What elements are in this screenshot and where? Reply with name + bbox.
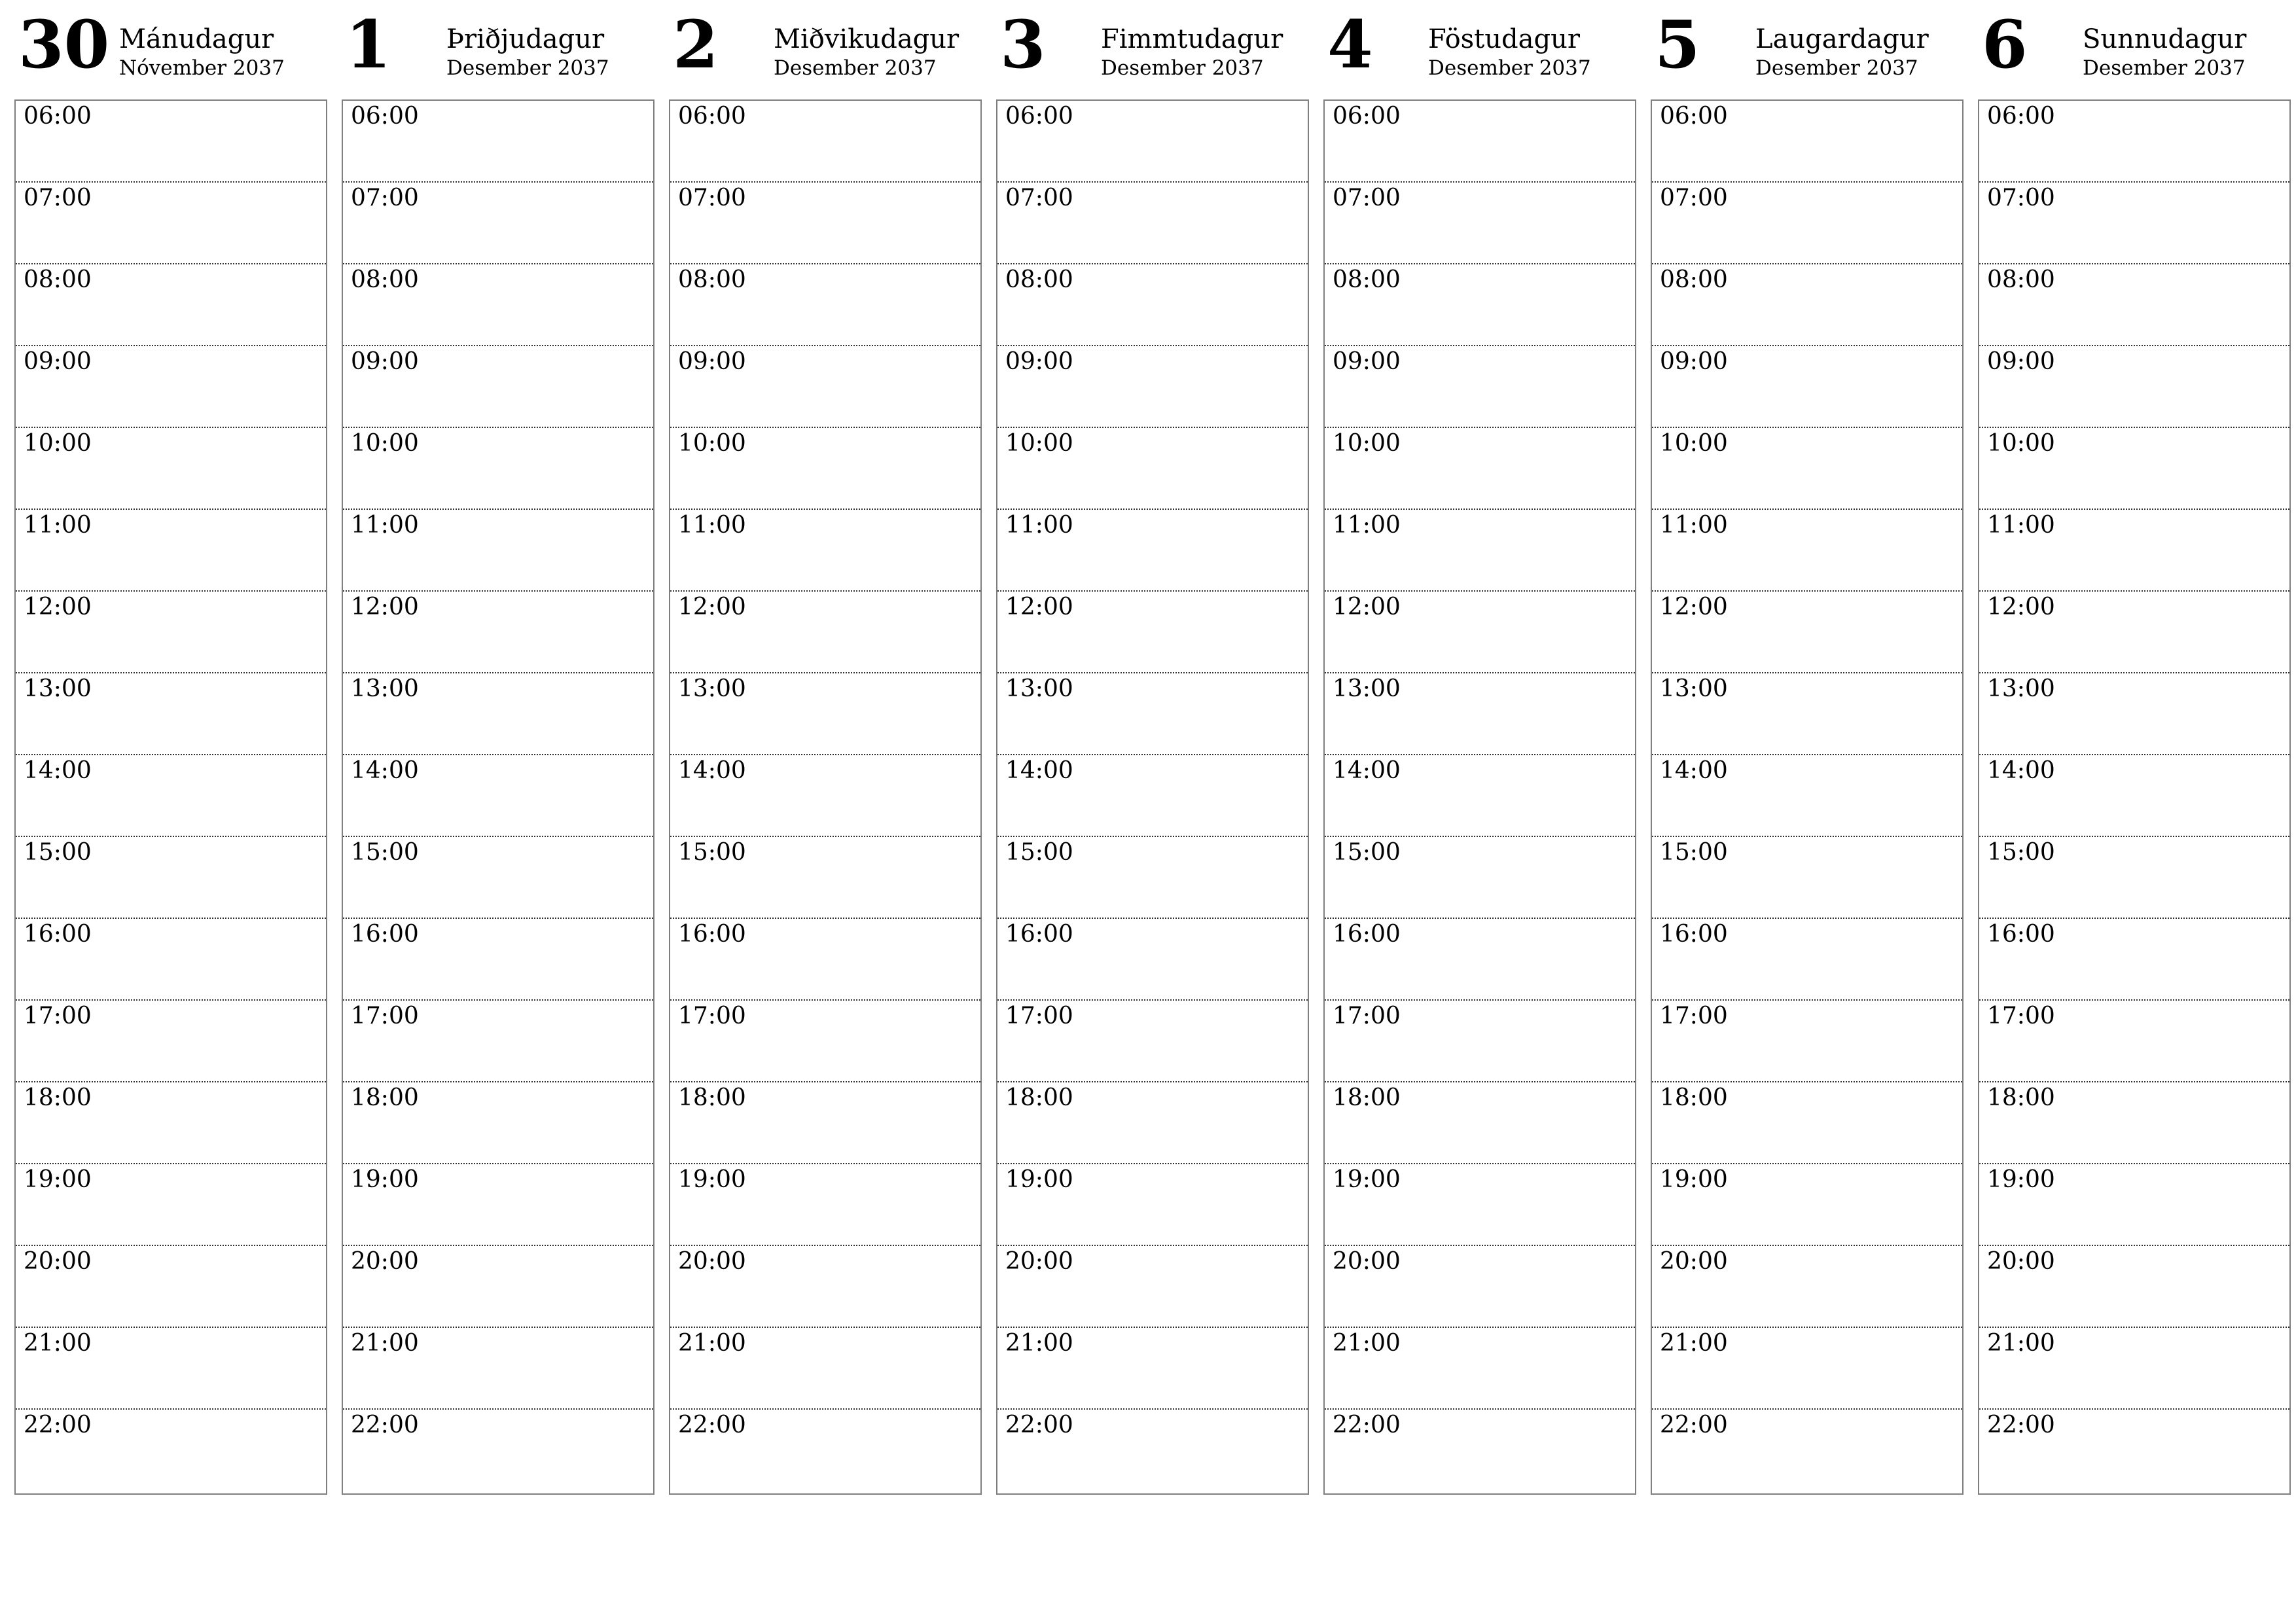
day-column [1978,0,2291,1505]
time-slot[interactable] [1652,919,1962,1001]
day-label [1101,24,1283,81]
time-label: 11:00 [1660,512,1728,539]
month-year: Desember 2037 [1101,56,1264,80]
time-label: 19:00 [1005,1166,1073,1193]
time-slot[interactable] [343,1164,653,1246]
time-slot[interactable] [1979,837,2289,919]
time-label: 13:00 [1005,675,1073,702]
time-slot[interactable] [997,101,1308,183]
time-label: 22:00 [24,1412,92,1438]
time-slot[interactable] [1652,1410,1962,1491]
time-label: 21:00 [1333,1330,1401,1357]
time-slot[interactable] [1979,510,2289,592]
time-label: 06:00 [351,103,419,130]
time-slot[interactable] [1979,183,2289,264]
time-label: 10:00 [1987,430,2055,457]
time-label: 11:00 [678,512,746,539]
time-slot[interactable] [1325,101,1635,183]
time-label: 12:00 [678,594,746,620]
day-header [1651,0,1964,99]
time-slot[interactable] [1325,346,1635,428]
time-label: 15:00 [351,839,419,866]
time-label: 10:00 [1005,430,1073,457]
time-label: 15:00 [678,839,746,866]
time-slot[interactable] [670,1164,980,1246]
day-label [1755,24,1929,81]
time-label: 14:00 [1660,757,1728,784]
time-slot[interactable] [1652,1082,1962,1164]
time-slot[interactable] [670,1001,980,1082]
day-column [14,0,327,1505]
time-slot[interactable] [997,264,1308,346]
time-slot[interactable] [16,919,326,1001]
time-slot[interactable] [1325,510,1635,592]
time-slot[interactable] [1325,428,1635,510]
time-label: 21:00 [1660,1330,1728,1357]
day-schedule-box [14,99,327,1495]
time-slot[interactable] [1979,346,2289,428]
time-label: 07:00 [1660,185,1728,211]
time-slot[interactable] [997,1082,1308,1164]
day-number: 4 [1327,6,1373,83]
month-year: Desember 2037 [2083,56,2246,80]
time-label: 12:00 [24,594,92,620]
day-label [2083,24,2246,81]
time-slot[interactable] [997,1001,1308,1082]
time-slot[interactable] [997,1328,1308,1410]
time-label: 22:00 [1660,1412,1728,1438]
time-slot[interactable] [1979,1082,2289,1164]
time-slot[interactable] [1325,264,1635,346]
time-label: 13:00 [1987,675,2055,702]
time-slot[interactable] [16,1001,326,1082]
time-slot[interactable] [1325,1001,1635,1082]
time-label: 16:00 [1005,921,1073,948]
weekday-name: Fimmtudagur [1101,24,1283,54]
time-label: 10:00 [678,430,746,457]
day-number: 30 [18,6,110,83]
time-label: 19:00 [24,1166,92,1193]
time-slot[interactable] [343,428,653,510]
time-label: 14:00 [1005,757,1073,784]
day-header [1323,0,1636,99]
time-slot[interactable] [997,510,1308,592]
time-slot[interactable] [1652,1328,1962,1410]
time-label: 20:00 [1660,1248,1728,1275]
time-label: 08:00 [1660,266,1728,293]
time-label: 18:00 [1987,1084,2055,1111]
weekday-name: Sunnudagur [2083,24,2247,54]
day-schedule-box [342,99,655,1495]
day-column [669,0,982,1505]
day-number: 2 [673,6,719,83]
time-label: 21:00 [351,1330,419,1357]
time-label: 19:00 [1660,1166,1728,1193]
time-label: 18:00 [24,1084,92,1111]
time-slot[interactable] [16,755,326,837]
time-slot[interactable] [670,1410,980,1491]
time-slot[interactable] [997,673,1308,755]
time-label: 12:00 [351,594,419,620]
time-label: 18:00 [351,1084,419,1111]
day-number: 1 [346,6,391,83]
time-label: 18:00 [1333,1084,1401,1111]
time-slot[interactable] [997,592,1308,673]
time-slot[interactable] [16,1164,326,1246]
time-label: 22:00 [351,1412,419,1438]
time-label: 17:00 [678,1003,746,1029]
time-slot[interactable] [1652,346,1962,428]
time-slot[interactable] [1325,919,1635,1001]
time-label: 14:00 [1333,757,1401,784]
day-label [119,24,285,81]
time-label: 08:00 [1987,266,2055,293]
time-slot[interactable] [670,592,980,673]
month-year: Nóvember 2037 [119,56,285,80]
time-slot[interactable] [670,183,980,264]
time-label: 11:00 [351,512,419,539]
time-slot[interactable] [343,183,653,264]
day-header [1978,0,2291,99]
time-slot[interactable] [1325,183,1635,264]
time-slot[interactable] [670,755,980,837]
time-label: 20:00 [678,1248,746,1275]
time-label: 09:00 [24,348,92,375]
time-slot[interactable] [1325,837,1635,919]
time-slot[interactable] [1652,264,1962,346]
time-label: 11:00 [1987,512,2055,539]
time-slot[interactable] [16,673,326,755]
time-slot[interactable] [1652,755,1962,837]
time-label: 13:00 [24,675,92,702]
day-schedule-box [1978,99,2291,1495]
weekday-name: Föstudagur [1428,24,1580,54]
time-label: 09:00 [1987,348,2055,375]
time-label: 17:00 [1005,1003,1073,1029]
time-slot[interactable] [16,1328,326,1410]
weekday-name: Miðvikudagur [774,24,960,54]
time-slot[interactable] [343,510,653,592]
time-label: 20:00 [24,1248,92,1275]
time-label: 20:00 [1333,1248,1401,1275]
day-schedule-box [1323,99,1636,1495]
time-slot[interactable] [16,1246,326,1328]
time-slot[interactable] [1652,101,1962,183]
time-slot[interactable] [997,346,1308,428]
time-label: 07:00 [1333,185,1401,211]
time-slot[interactable] [997,1164,1308,1246]
time-label: 10:00 [24,430,92,457]
time-label: 17:00 [1987,1003,2055,1029]
time-slot[interactable] [997,1246,1308,1328]
time-label: 16:00 [351,921,419,948]
time-label: 18:00 [678,1084,746,1111]
time-slot[interactable] [670,428,980,510]
time-slot[interactable] [16,346,326,428]
month-year: Desember 2037 [446,56,609,80]
time-slot[interactable] [670,837,980,919]
month-year: Desember 2037 [1755,56,1918,80]
time-label: 07:00 [24,185,92,211]
time-label: 18:00 [1660,1084,1728,1111]
time-label: 22:00 [1005,1412,1073,1438]
time-label: 09:00 [1333,348,1401,375]
time-slot[interactable] [343,101,653,183]
time-slot[interactable] [1979,755,2289,837]
time-slot[interactable] [997,755,1308,837]
time-label: 19:00 [351,1166,419,1193]
time-slot[interactable] [997,837,1308,919]
time-label: 06:00 [24,103,92,130]
time-slot[interactable] [343,264,653,346]
time-label: 14:00 [24,757,92,784]
time-label: 11:00 [24,512,92,539]
time-slot[interactable] [343,1410,653,1491]
time-slot[interactable] [1652,510,1962,592]
time-slot[interactable] [1652,1001,1962,1082]
time-label: 13:00 [351,675,419,702]
time-slot[interactable] [1325,592,1635,673]
day-label [1428,24,1591,81]
time-slot[interactable] [1325,1328,1635,1410]
time-slot[interactable] [16,183,326,264]
time-label: 06:00 [1333,103,1401,130]
time-slot[interactable] [1652,592,1962,673]
time-slot[interactable] [997,183,1308,264]
time-slot[interactable] [1979,428,2289,510]
time-slot[interactable] [1979,673,2289,755]
time-slot[interactable] [1979,264,2289,346]
time-slot[interactable] [343,1328,653,1410]
time-label: 12:00 [1660,594,1728,620]
time-slot[interactable] [343,755,653,837]
time-slot[interactable] [670,101,980,183]
time-label: 08:00 [678,266,746,293]
time-label: 10:00 [1333,430,1401,457]
time-slot[interactable] [1325,673,1635,755]
time-slot[interactable] [670,673,980,755]
time-label: 09:00 [351,348,419,375]
time-label: 06:00 [1660,103,1728,130]
time-label: 15:00 [1987,839,2055,866]
time-slot[interactable] [343,1001,653,1082]
time-slot[interactable] [997,1410,1308,1491]
time-label: 20:00 [351,1248,419,1275]
time-slot[interactable] [1652,183,1962,264]
time-slot[interactable] [16,1410,326,1491]
day-column [996,0,1309,1505]
time-label: 12:00 [1005,594,1073,620]
time-label: 08:00 [351,266,419,293]
time-label: 17:00 [1660,1003,1728,1029]
time-label: 15:00 [1333,839,1401,866]
time-slot[interactable] [1979,101,2289,183]
time-slot[interactable] [997,919,1308,1001]
time-slot[interactable] [343,837,653,919]
day-header [342,0,655,99]
time-label: 15:00 [24,839,92,866]
time-label: 13:00 [1660,675,1728,702]
day-column [1651,0,1964,1505]
day-label [446,24,609,81]
time-slot[interactable] [1325,755,1635,837]
time-label: 09:00 [678,348,746,375]
time-label: 16:00 [678,921,746,948]
time-slot[interactable] [343,919,653,1001]
time-label: 15:00 [1660,839,1728,866]
time-slot[interactable] [1652,673,1962,755]
time-label: 19:00 [678,1166,746,1193]
time-label: 21:00 [678,1330,746,1357]
time-label: 18:00 [1005,1084,1073,1111]
day-header [996,0,1309,99]
time-label: 06:00 [1987,103,2055,130]
time-slot[interactable] [16,837,326,919]
time-slot[interactable] [1325,1082,1635,1164]
time-label: 09:00 [1660,348,1728,375]
day-schedule-box [669,99,982,1495]
time-slot[interactable] [1979,592,2289,673]
time-label: 13:00 [1333,675,1401,702]
time-slot[interactable] [1979,1246,2289,1328]
time-label: 14:00 [1987,757,2055,784]
time-label: 11:00 [1005,512,1073,539]
day-header [669,0,982,99]
time-slot[interactable] [343,346,653,428]
time-slot[interactable] [16,1082,326,1164]
day-number: 3 [1000,6,1046,83]
time-slot[interactable] [1979,919,2289,1001]
time-slot[interactable] [1979,1410,2289,1491]
time-label: 07:00 [1005,185,1073,211]
time-label: 22:00 [678,1412,746,1438]
time-slot[interactable] [343,1246,653,1328]
time-label: 19:00 [1333,1166,1401,1193]
time-slot[interactable] [1325,1410,1635,1491]
time-label: 15:00 [1005,839,1073,866]
day-column [1323,0,1636,1505]
time-slot[interactable] [1325,1164,1635,1246]
time-slot[interactable] [1652,428,1962,510]
month-year: Desember 2037 [774,56,937,80]
time-label: 08:00 [1005,266,1073,293]
time-label: 22:00 [1333,1412,1401,1438]
day-schedule-box [996,99,1309,1495]
time-label: 16:00 [1333,921,1401,948]
day-label [774,24,959,81]
time-label: 21:00 [1987,1330,2055,1357]
time-label: 13:00 [678,675,746,702]
time-label: 12:00 [1987,594,2055,620]
time-label: 08:00 [1333,266,1401,293]
time-slot[interactable] [343,673,653,755]
time-slot[interactable] [1652,1164,1962,1246]
time-label: 17:00 [1333,1003,1401,1029]
time-slot[interactable] [1979,1328,2289,1410]
time-label: 09:00 [1005,348,1073,375]
time-slot[interactable] [16,101,326,183]
weekday-name: Þriðjudagur [446,24,605,54]
month-year: Desember 2037 [1428,56,1591,80]
time-label: 10:00 [351,430,419,457]
time-slot[interactable] [1979,1001,2289,1082]
time-label: 22:00 [1987,1412,2055,1438]
time-label: 20:00 [1987,1248,2055,1275]
time-slot[interactable] [1652,1246,1962,1328]
time-label: 08:00 [24,266,92,293]
time-slot[interactable] [670,1246,980,1328]
time-label: 21:00 [24,1330,92,1357]
time-label: 14:00 [351,757,419,784]
time-label: 10:00 [1660,430,1728,457]
time-slot[interactable] [16,428,326,510]
weekly-planner [14,0,2282,1505]
time-label: 07:00 [1987,185,2055,211]
time-slot[interactable] [670,346,980,428]
time-slot[interactable] [16,510,326,592]
time-label: 11:00 [1333,512,1401,539]
time-label: 21:00 [1005,1330,1073,1357]
time-label: 12:00 [1333,594,1401,620]
weekday-name: Laugardagur [1755,24,1929,54]
time-label: 16:00 [1987,921,2055,948]
time-slot[interactable] [1325,1246,1635,1328]
time-label: 07:00 [351,185,419,211]
time-slot[interactable] [16,592,326,673]
time-slot[interactable] [670,510,980,592]
time-label: 06:00 [1005,103,1073,130]
time-slot[interactable] [997,428,1308,510]
time-slot[interactable] [670,919,980,1001]
time-label: 20:00 [1005,1248,1073,1275]
time-label: 16:00 [24,921,92,948]
weekday-name: Mánudagur [119,24,274,54]
time-slot[interactable] [1652,837,1962,919]
time-label: 17:00 [24,1003,92,1029]
time-label: 07:00 [678,185,746,211]
day-number: 5 [1655,6,1700,83]
time-label: 19:00 [1987,1166,2055,1193]
time-label: 06:00 [678,103,746,130]
time-slot[interactable] [16,264,326,346]
time-label: 14:00 [678,757,746,784]
time-slot[interactable] [343,1082,653,1164]
time-slot[interactable] [343,592,653,673]
day-schedule-box [1651,99,1964,1495]
day-number: 6 [1982,6,2028,83]
day-column [342,0,655,1505]
time-slot[interactable] [670,1082,980,1164]
day-header [14,0,327,99]
time-label: 17:00 [351,1003,419,1029]
time-slot[interactable] [670,1328,980,1410]
time-slot[interactable] [1979,1164,2289,1246]
time-label: 16:00 [1660,921,1728,948]
time-slot[interactable] [670,264,980,346]
